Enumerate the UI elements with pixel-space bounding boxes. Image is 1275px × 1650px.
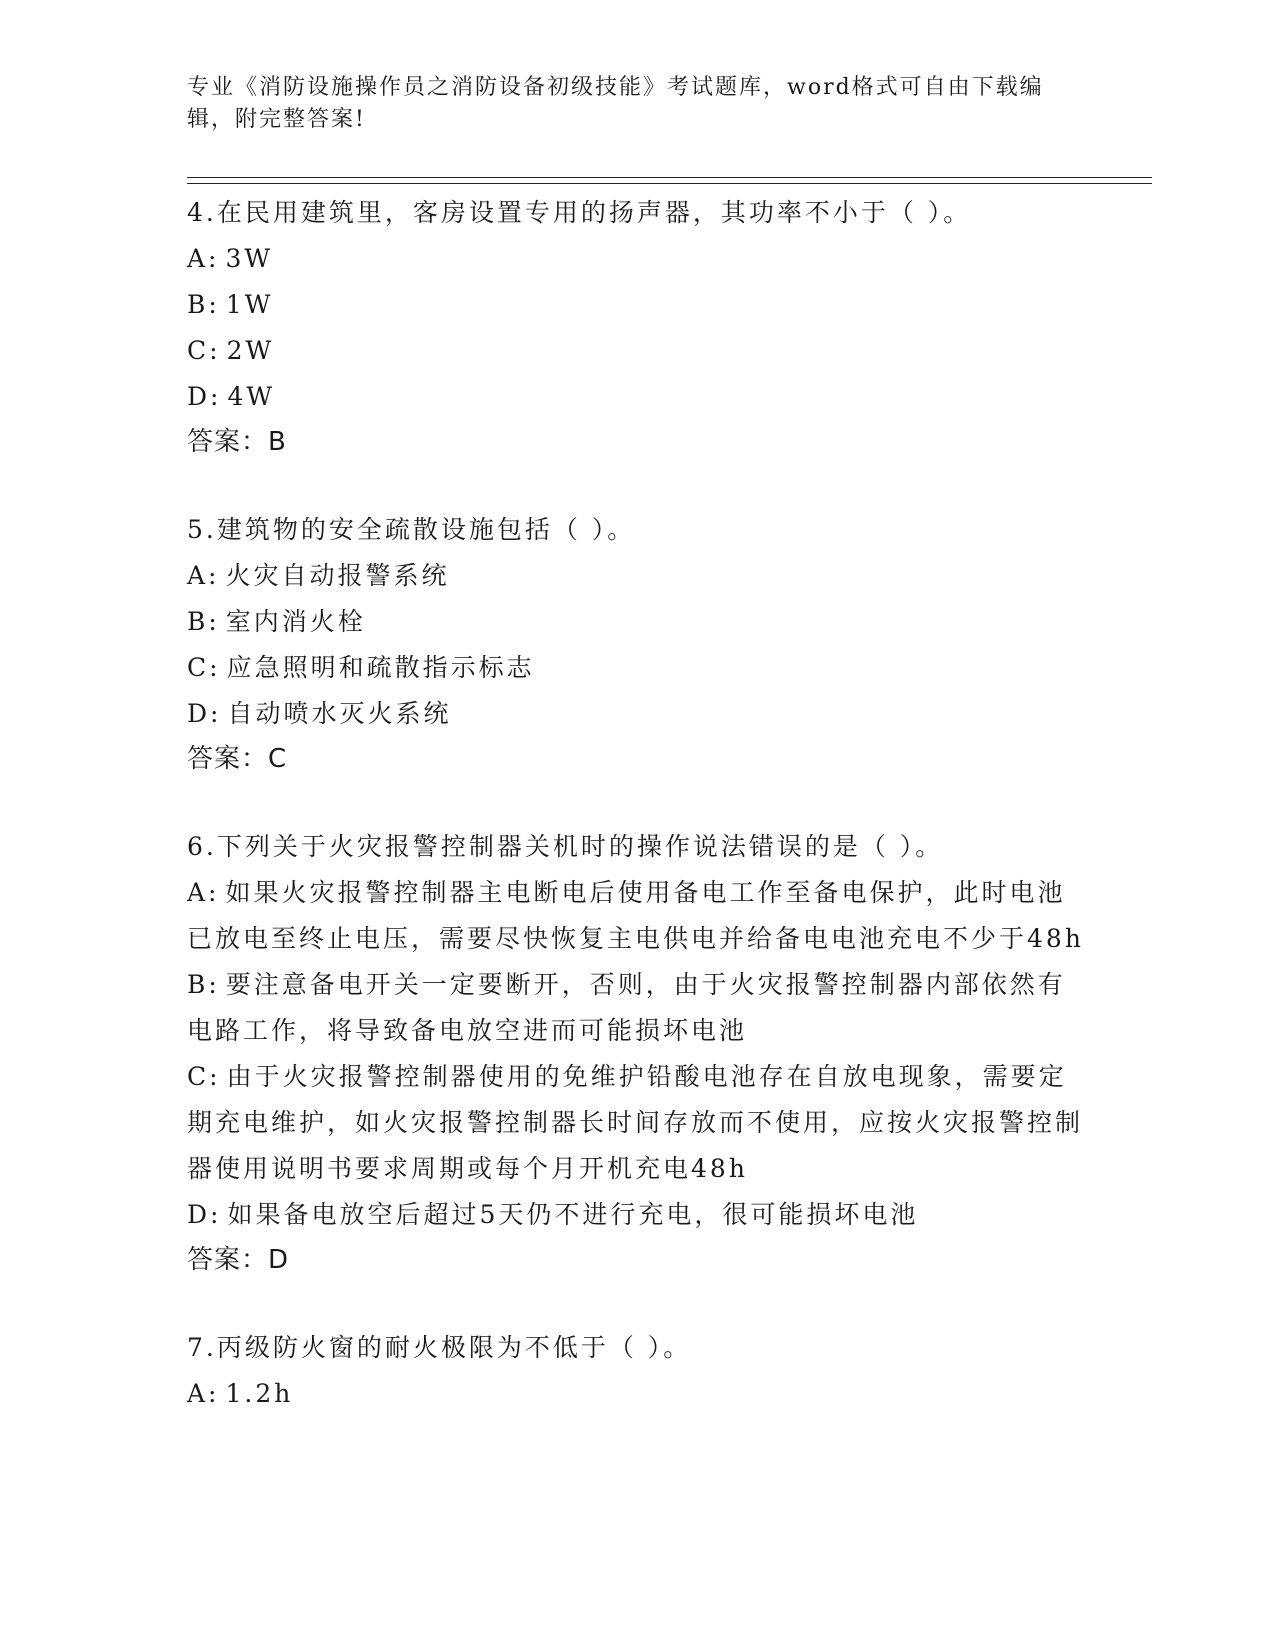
option-text: 4W: [227, 382, 276, 411]
option-d: [187, 1192, 1087, 1238]
option-label: A:: [187, 244, 220, 273]
option-label: B:: [187, 970, 220, 999]
answer-line: 答案：C: [187, 744, 288, 774]
option-label: A:: [187, 1379, 220, 1408]
option-text: 如果火灾报警控制器主电断电后使用备电工作至备电保护，此时电池已放电至终止电压，需要尽快恢复主电供电并给备电电池充电不少于48h: [187, 878, 1084, 953]
question-stem: 5.建筑物的安全疏散设施包括（ ）。: [187, 515, 636, 544]
answer-line: 答案：B: [187, 427, 287, 457]
option-label: D:: [187, 382, 222, 411]
question-stem: 7.丙级防火窗的耐火极限为不低于（ ）。: [187, 1333, 692, 1362]
option-b: [187, 599, 1087, 645]
option-text: 1W: [225, 290, 274, 319]
question-5: [187, 507, 1087, 781]
option-text: 3W: [225, 244, 274, 273]
option-d: [187, 691, 1087, 737]
question-stem: 6.下列关于火灾报警控制器关机时的操作说法错误的是（ ）。: [187, 832, 944, 861]
option-text: 2W: [226, 336, 275, 365]
question-7: [187, 1325, 1087, 1417]
option-label: A:: [187, 878, 220, 907]
option-label: B:: [187, 607, 220, 636]
option-text: 室内消火栓: [225, 607, 366, 636]
option-b: [187, 282, 1087, 328]
answer-line: 答案：D: [187, 1245, 290, 1275]
option-text: 应急照明和疏散指示标志: [226, 653, 535, 682]
option-label: C:: [187, 336, 221, 365]
option-label: B:: [187, 290, 220, 319]
option-text: 自动喷水灭火系统: [227, 699, 452, 728]
page-header: 专业《消防设施操作员之消防设备初级技能》考试题库，word格式可自由下载编辑，附完整答案!: [187, 75, 1044, 132]
option-d: [187, 374, 1087, 420]
option-label: C:: [187, 1062, 221, 1091]
question-6: [187, 824, 1087, 1282]
header-divider-bottom: [187, 183, 1152, 184]
option-label: C:: [187, 653, 221, 682]
option-label: D:: [187, 1200, 222, 1229]
option-b: [187, 962, 1087, 1054]
option-c: [187, 645, 1087, 691]
option-text: 火灾自动报警系统: [225, 561, 450, 590]
option-a: [187, 236, 1087, 282]
option-c: [187, 1054, 1087, 1192]
option-text: 要注意备电开关一定要断开，否则，由于火灾报警控制器内部依然有电路工作，将导致备电放空进而可能损坏电池: [187, 970, 1066, 1045]
option-a: [187, 1371, 1087, 1417]
question-list: [187, 190, 1087, 1460]
question-stem: 4.在民用建筑里，客房设置专用的扬声器，其功率不小于（ ）。: [187, 198, 972, 227]
option-label: A:: [187, 561, 220, 590]
option-text: 如果备电放空后超过5天仍不进行充电，很可能损坏电池: [227, 1200, 919, 1229]
option-a: [187, 870, 1087, 962]
option-c: [187, 328, 1087, 374]
option-label: D:: [187, 699, 222, 728]
question-4: [187, 190, 1087, 464]
option-text: 1.2h: [225, 1379, 294, 1408]
option-a: [187, 553, 1087, 599]
header-divider-top: [187, 177, 1152, 178]
option-text: 由于火灾报警控制器使用的免维护铅酸电池存在自放电现象，需要定期充电维护，如火灾报警控制器长时间存放而不使用，应按火灾报警控制器使用说明书要求周期或每个月开机充电48h: [187, 1062, 1084, 1183]
